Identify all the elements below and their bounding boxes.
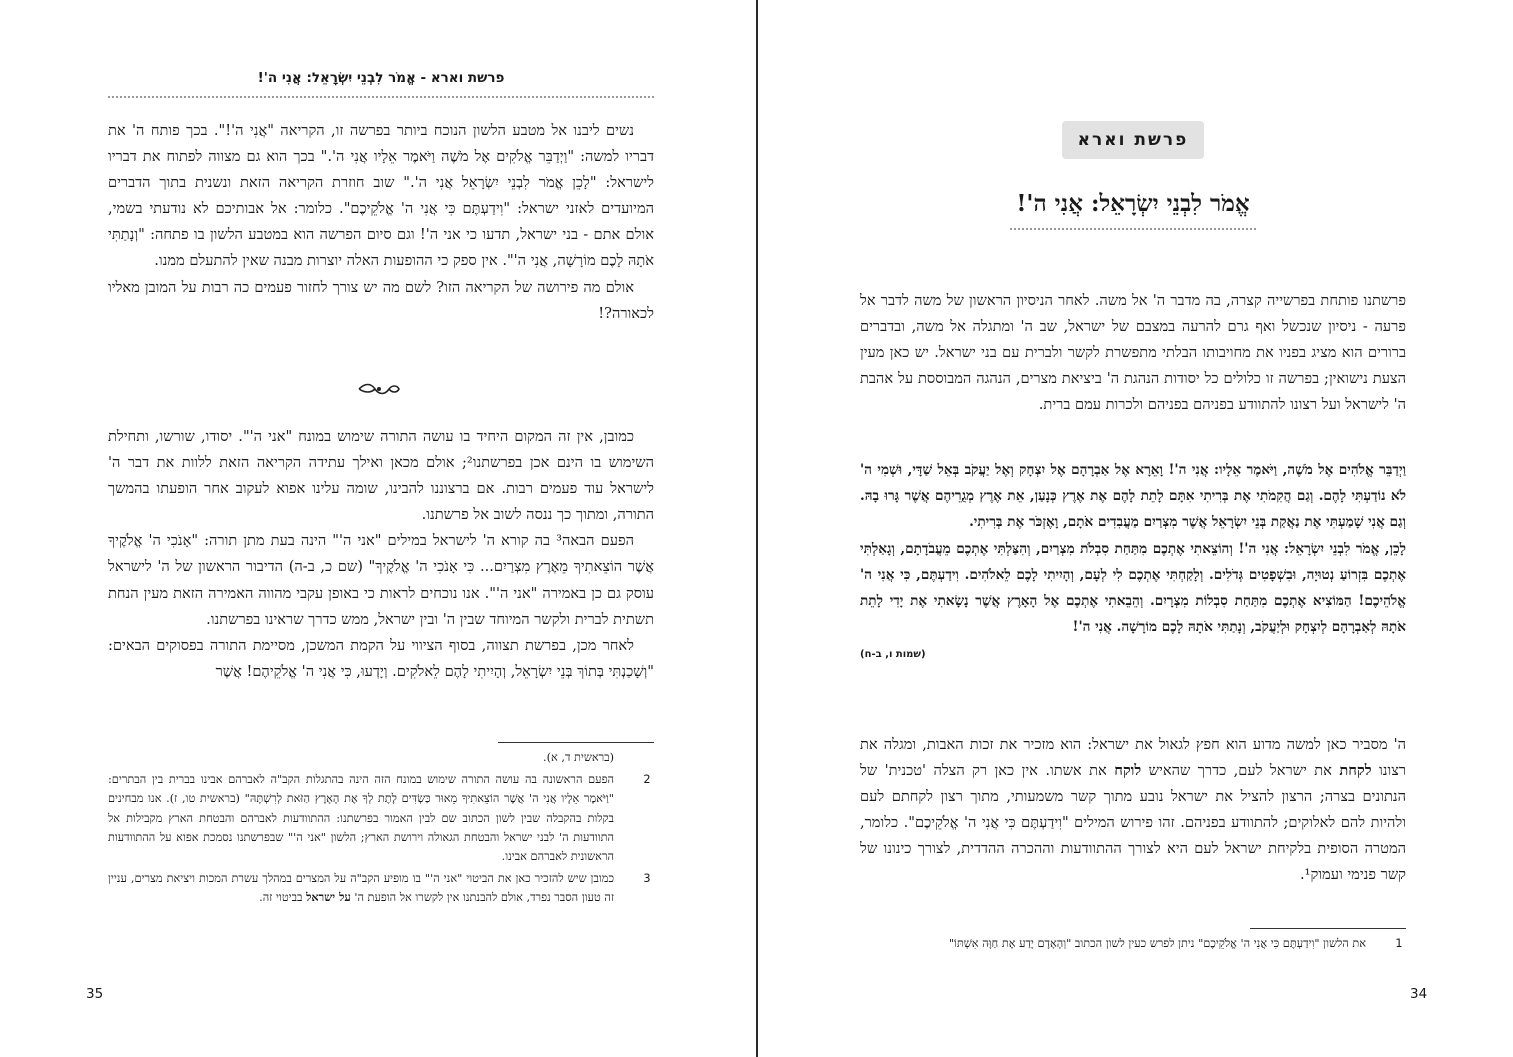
- verse-quote: [860, 457, 1406, 669]
- verse-source: (שמות ו, ב-ח): [860, 649, 926, 661]
- footnote: [108, 869, 654, 907]
- verse-line: לָכֵן, אֱמֹר לִבְנֵי יִשְׂרָאֵל: אֲנִי ה'! וְהוֹצֵאתִי אֶתְכֶם מִתַּחַת סִבְלֹת מִצְרַיִם, וְהִצַּלְתִּי אֶתְכֶם מֵעֲבֹדָתָם, וְגָאַלְתִּי אֶתְכֶם בִּזְרוֹעַ נְטוּיָה, וּבִשְׁפָטִים גְּדֹלִים. וְלָקַחְתִּי אֶתְכֶם לִי לְעָם, וְהָיִיתִי לָכֶם לֵאלֹהִים. וִידַעְתֶּם, כִּי אֲנִי ה' אֱלֹהֵיכֶם! הַמּוֹצִיא אֶתְכֶם מִתַּחַת סִבְלוֹת מִצְרָיִם. וְהֵבֵאתִי אֶתְכֶם אֶל הָאָרֶץ אֲשֶׁר נָשָׂאתִי אֶת יָדִי לָתֵת אֹתָהּ לְאַבְרָהָם לְיִצְחָק וּלְיַעֲקֹב, וְנָתַתִּי אֹתָהּ לָכֶם מוֹרָשָׁה. אֲנִי ה'!: [860, 540, 1406, 636]
- footnote-text: בביטוי זה.: [259, 891, 303, 905]
- footnote-number: 2: [643, 773, 651, 787]
- paragraph: לאחר מכן, בפרשת תצווה, בסוף הציווי על הקמת המשכן, מסיימת התורה בפסוקים הבאים: "וְשָׁכַנְתִּי בְּתוֹךְ בְּנֵי יִשְׂרָאֵל, וְהָיִיתִי לָהֶם לֵאלֹקִים. וְיָדְעוּ, כִּי אֲנִי ה' אֱלֹקֵיהֶם! אֲשֶׁר: [108, 636, 654, 680]
- footnote-number: 1: [1395, 937, 1403, 950]
- chapter-title: אֱמֹר לִבְנֵי יִשְׂרָאֵל: אֲנִי ה'!: [1016, 190, 1250, 217]
- paragraph: הפעם הבאה³ בה קורא ה' לישראל במילים "אני ה'" הינה בעת מתן תורה: "אָנֹכִי ה' אֱלֹקֶיךָ אֲשֶׁר הוֹצֵאתִיךָ מֵאֶרֶץ מִצְרַיִם... כִּי אָנֹכִי ה' אֱלֹקֶיךָ" (שם כ, ב-ה) הדיבור הראשון של ה' לישראל עוסק גם כן באמירה "אני ה'". אנו נוכחים לראות כי באופן עקבי מהווה האמירה הזאת מעין הנחת תשתית לברית ולקשר המיוחד שבין ה' ובין ישראל, ממש כדרך שראינו בפרשתנו.: [108, 532, 654, 628]
- section-ornament-icon: [355, 381, 403, 397]
- right-page: [758, 0, 1513, 1057]
- footnote: (בראשית ד, א).: [542, 751, 614, 764]
- left-text-lower: [108, 424, 654, 685]
- header-dotted-rule: [108, 96, 654, 98]
- footnote-text: כמובן שיש להזכיר כאן את הביטוי "אני ה'" בו מופיע הקב"ה על המצרים במהלך עשרת המכות ויציאת מצרים, עניין זה טעון הסבר נפרד, אולם להבנתנו אין לקשרו אל הופעת ה': [108, 872, 614, 905]
- body-text: [860, 732, 1406, 889]
- paragraph: אולם מה פירושה של הקריאה הזו? לשם מה יש צורך לחזור פעמים כה רבות על המובן מאליו לכאורה?!: [108, 278, 654, 322]
- paragraph: כמובן, אין זה המקום היחיד בו עושה התורה שימוש במונח "אני ה'". יסודו, שורשו, ותחילת השימוש בו הינם אכן בפרשתנו²; אולם מכאן ואילך עתידה הקריאה הזאת ללוות את דבר ה' לישראל עוד פעמים רבות. אם ברצוננו להבינו, שומה עלינו אפוא לעקוב אחר הופעתו בהמשך התורה, ומתוך כך ננסה לשוב אל פרשתנו.: [108, 428, 654, 524]
- paragraph: פרשתנו פותחת בפרשייה קצרה, בה מדבר ה' אל משה. לאחר הניסיון הראשון של משה לדבר אל פרעה - ניסיון שנכשל ואף גרם להרעה במצבם של ישראל, שב ה' ומתגלה אל משה, ובדברים ברורים הוא מציג בפניו את מחויבותו הבלתי מתפשרת לקשר ולברית עם בני ישראל. יש כאן מעין הצעת נישואין; בפרשה זו כלולים כל יסודות הנהגת ה' ביציאת מצרים, הנהגה המבוססת על אהבת ה' לישראל ועל רצונו להתוודע בפניהם בפניהם ולכרות עמם ברית.: [860, 292, 1406, 414]
- emphasis: לקחת: [1339, 762, 1372, 780]
- footnote-rule: [498, 742, 654, 743]
- paragraph: נשים ליבנו אל מטבע הלשון הנוכח ביותר בפרשה זו, הקריאה "אֲנִי ה'!". בכך פותח ה' את דבריו למשה: "וַיְדַבֵּר אֱלֹקִים אֶל מֹשֶׁה וַיֹּאמֶר אֵלָיו אֲנִי ה'." בכך הוא גם מצווה לפתוח את דבריו לישראל: "לָכֵן אֱמֹר לִבְנֵי יִשְׂרָאֵל אֲנִי ה'." שוב חוזרת הקריאה הזאת ונשנית בתוך הדברים המיועדים לאזני ישראל: "וִידַעְתֶּם כִּי אֲנִי ה' אֱלֹקֵיכֶם". כלומר: אל אבותיכם לא נודעתי בשמי, אולם אתם - בני ישראל, תדעו כי אני ה'! וגם סיום הפרשה הוא במטבע הלשון בו פתחה: "וְנָתַתִּי אֹתָהּ לָכֶם מוֹרָשָׁה, אֲנִי ה'". אין ספק כי ההופעות האלה יוצרות מבנה שאין להתעלם ממנו.: [108, 122, 654, 270]
- left-text-upper: [108, 118, 654, 327]
- emphasis: לוקח: [1114, 762, 1142, 780]
- title-dotted-rule: [1010, 228, 1256, 230]
- footnote-emphasis: על ישראל: [306, 890, 351, 905]
- verse-line: וַיְדַבֵּר אֱלֹהִים אֶל מֹשֶׁה, וַיֹּאמֶר אֵלָיו: אֲנִי ה'! וָאֵרָא אֶל אַבְרָהָם אֶל יִצְחָק וְאֶל יַעֲקֹב בְּאֵל שַׁדָּי, וּשְׁמִי ה' לֹא נוֹדַעְתִּי לָהֶם. וְגַם הֲקִמֹתִי אֶת בְּרִיתִי אִתָּם לָתֵת לָהֶם אֶת אֶרֶץ כְּנָעַן, אֵת אֶרֶץ מְגֻרֵיהֶם אֲשֶׁר גָּרוּ בָהּ. וְגַם אֲנִי שָׁמַעְתִּי אֶת נַאֲקַת בְּנֵי יִשְׂרָאֵל אֲשֶׁר מִצְרַיִם מַעֲבִדִים אֹתָם, וָאֶזְכֹּר אֶת בְּרִיתִי.: [860, 462, 1406, 531]
- footnote-rule: [1250, 928, 1406, 929]
- footnote-text: את הלשון "וִידַעְתֶּם כִּי אֲנִי ה' אֱלֹקֵיכֶם" ניתן לפרש כעין לשון הכתוב "וְהָאָדָם יָדַע אֶת חַוָּה אִשְׁתּוֹ": [948, 937, 1366, 950]
- intro-text: [860, 288, 1406, 418]
- running-head: פרשת וארא - אֱמֹר לִבְנֵי יִשְׂרָאֵל: אֲנִי ה'!: [257, 70, 505, 86]
- footnote: [108, 770, 654, 866]
- page-number: 35: [86, 986, 104, 1002]
- footnote-number: 3: [643, 872, 651, 886]
- parasha-badge: פרשת וארא: [1062, 121, 1204, 159]
- paragraph: ה' מסביר כאן למשה מדוע הוא חפץ לגאול את ישראל: הוא מזכיר את זכות האבות, ומגלה את רצונו לקחת את ישראל לעם, כדרך שהאיש לוקח את אשתו. אין כאן רק הצלה 'טכנית' של הנתונים בצרה; הרצון להציל את ישראל נובע מתוך קשר משמעותי, מתוך רצון לקחתם לעם ולהיות להם לאלוקים; להתוודע בפניהם. זהו פירוש המילים "וִידַעְתֶּם כִּי אֲנִי ה' אֱלֹקֵיכֶם". כלומר, המטרה הסופית בלקיחת ישראל לעם היא לצורך ההתוודעות וההכרה ההדדית, לצורך כינונו של קשר פנימי ועמוק¹.: [860, 736, 1407, 884]
- footnotes: [860, 934, 1406, 956]
- footnotes: [108, 748, 654, 911]
- footnote-text: הפעם הראשונה בה עושה התורה שימוש במונח הזה הינה בהתגלות הקב"ה לאברהם אבינו בברית בין הבתרים: "וַיֹּאמֶר אֵלָיו אֲנִי ה' אֲשֶׁר הוֹצֵאתִיךָ מֵאוּר כַּשְׂדִּים לָתֶת לְךָ אֶת הָאָרֶץ הַזֹּאת לְרִשְׁתָּהּ" (בראשית טו, ז). אנו מבחינים בקלות בהקבלה שבין לשון הכתוב שם לבין האמור בפרשתנו: ההתוודעות לאברהם והבטחת הארץ מקבילות אל התוודעות ה' לבני ישראל והבטחת הגאולה וירושת הארץ; הלשון "אני ה'" שבפרשתנו נסמכת אפוא על ההתוודעות הראשונית לאברהם אבינו.: [108, 773, 614, 864]
- footnote: [860, 934, 1406, 953]
- page-number: 34: [1410, 986, 1428, 1002]
